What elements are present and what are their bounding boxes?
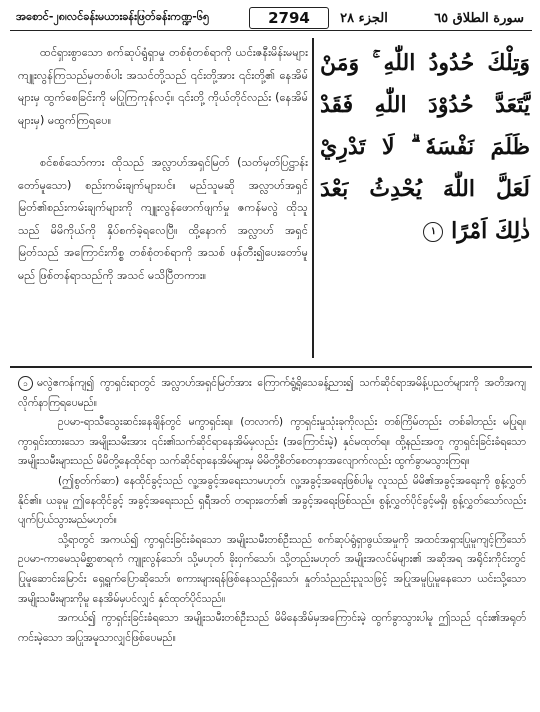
footnote-divider — [10, 366, 532, 368]
page — [10, 6, 532, 706]
footnote-paragraph: (ဤစွတ်က်ဆာ) နေထိုင်ခွင့်သည် လူ့အခွင့်အရေးသာမဟုတ်၊ လူ့အခွင့်အရေးဖြစ်ပါမူ လူသည် မိမိ၏အခွင့်အရေးကို စွန့်လွှတ်နိုင်၏။ ယခုမူ ဤနေထိုင်ခွင့် အခွင့်အရေးသည် ရှရီအတ် တရားတော်၏ အခွင့်အရေးဖြစ်သည်။ စွန့်လွှတ်ပိုင်ခွင့်မရှိ၊ စွန့်လွှတ်သော်လည်း ပျက်ပြယ်သွားမည်မဟုတ်။ — [18, 474, 526, 527]
page-header — [10, 6, 532, 31]
page-number: 2794 — [249, 7, 329, 29]
surah-label: سورة الطلاق ٦٥ — [434, 10, 524, 26]
arabic-verse-text: وَتِلْكَ حُدُودُ اللّٰهِ ۚ وَمَنْ يَّتَعَدَّ حُدُوْدَ اللّٰهِ فَقَدْ ظَلَمَ نَفْسَهٗ ۗ لَا تَدْرِيْ لَعَلَّ اللّٰهَ يُحْدِثُ بَعْدَ ذٰلِكَ اَمْرًا — [320, 50, 530, 244]
juz-label: الجزء ٢٨ — [340, 10, 388, 26]
footnote-paragraph — [18, 374, 526, 413]
footnotes — [18, 374, 526, 648]
translation-paragraph: စင်စစ်သော်ကား ထိုသည် အလ္လာဟ်အရှင်မြတ် (သတ်မှတ်ပြဋ္ဌာန်းတော်မူသော) စည်းကမ်းချက်များပင်။ မည်သူမဆို အလ္လာဟ်အရှင်မြတ်၏စည်းကမ်းချက်များကို ကျူးလွန်ဖောက်ဖျက်မှု ဇကန်မလွဲ ထိုသူသည် မိမိကိုယ်ကို နှိပ်စက်ခဲ့ရလေပြီ။ ထို့နောက် အလ္လာဟ် အရှင်မြတ်သည် အကြောင်းကိစ္စ တစ်စုံတစ်ရာကို အသစ် ဖန်တီး၍ပေးတော်မူမည် ဖြစ်တန်ရာသည်ကို အသင် မသိပြီတကား။ — [18, 156, 308, 282]
translation-column — [18, 42, 308, 287]
footnote-text: မလွဲဧကန်ကျ၍ ကွာရှင်းရာတွင် အလ္လာဟ်အရှင်မြတ်အား ကြောက်ရွံ့ရိုသေခန့်ညား၍ သက်ဆိုင်ရာအမိန့်ပညတ်များကို အတိအကျ လိုက်နာကြရပေမည်။ — [18, 377, 526, 409]
translation-paragraph: ထင်ရှားစွာသော စက်ဆုပ်ရွံရှာမှု တစ်စုံတစ်ရာကို ယင်းဇနီးမိန်းမများ ကျူးလွန်ကြသည်မှတစ်ပါး အသင်တို့သည် ၎င်းတို့အား ၎င်းတို့၏ နေအိမ်များမှ ထွက်စေခြင်းကို မပြုကြကုန်လင့်။ ၎င်းတို့ ကိုယ်တိုင်လည်း (နေအိမ်များမှ) မထွက်ကြရပေ။ — [18, 46, 308, 127]
column-divider — [312, 38, 314, 358]
footnote-paragraph: အကယ်၍ ကွာရှင်းခြင်းခံရသော အမျိုးသမီးတစ်ဦးသည် မိမိနေအိမ်မှအကြောင်းမဲ့ ထွက်ခွာသွားပါမူ ဤသည် ၎င်း၏အရုတ်ကင်းမဲ့သော အပြုအမူသာလျှင်ဖြစ်ပေမည်။ — [18, 612, 526, 644]
footnote-paragraph: သို့ရာတွင် အကယ်၍ ကွာရှင်းခြင်းခံရသော အမျိုးသမီးတစ်ဦးသည် စက်ဆုပ်ရွံရှာဖွယ်အမှုကို အထင်အရှားပြုမူကျင့်ကြံသော် ဥပမာ-ကာမေသုမိစ္ဆာစာရကံ ကျူးလွန်သော်၊ သို့မဟုတ် ခိုးဝှက်သော်၊ သို့တည်းမဟုတ် အမျိုးအလင်မ်များ၏ အဆိုအရ အရိုင်းကိုင်းတွင် ပြုမူဆောင်းမြောင်း ရှေ့ရှုက်ပြောဆိုသော်၊ စကားများရန်ဖြစ်နေသည်ရှိသော်၊ နှုတ်သံညည်းညူသဖြင့် အပြုအမူပြုမူနေသော ယင်းသို့သော အမျိုးသမီးများကိုမူ နေအိမ်မှပင်လျှင် နှင်ထုတ်ပိုင်သည်။ — [18, 533, 526, 605]
footnote-marker: ၁ — [18, 376, 33, 391]
footnote-paragraph: ဥပမာ-ရာသီသွေးဆင်းနေချိန်တွင် မကွာရှင်းရ။ (တလာက်) ကွာရှင်းမှုသုံးခုကိုလည်း တစ်ကြိမ်တည်း တစ်ခါတည်း မပြုရ။ ကွာရှင်းထားသော အမျိုးသမီးအား ၎င်း၏သက်ဆိုင်ရာနေအိမ်မှလည်း (အကြောင်းမဲ့) နှင်မထုတ်ရ။ ထို့နည်းအတူ ကွာရှင်းခြင်းခံရသော အမျိုးသမီးများသည် မိမိတို့နေထိုင်ရာ သက်ဆိုင်ရာနေအိမ်များမှ မိမိတို့စိတ်စေတနာအလျောက်လည်း ထွက်ခွာမသွားကြရ။ — [18, 416, 526, 468]
arabic-verse — [320, 42, 530, 252]
header-chapter-title: အစောင်-၂၈၊လင်ခန်းမယားခန်းဖြတ်ခန်းကဏ္ဍ-၆၅ — [16, 10, 210, 23]
ayah-number-marker: ١ — [423, 222, 443, 242]
